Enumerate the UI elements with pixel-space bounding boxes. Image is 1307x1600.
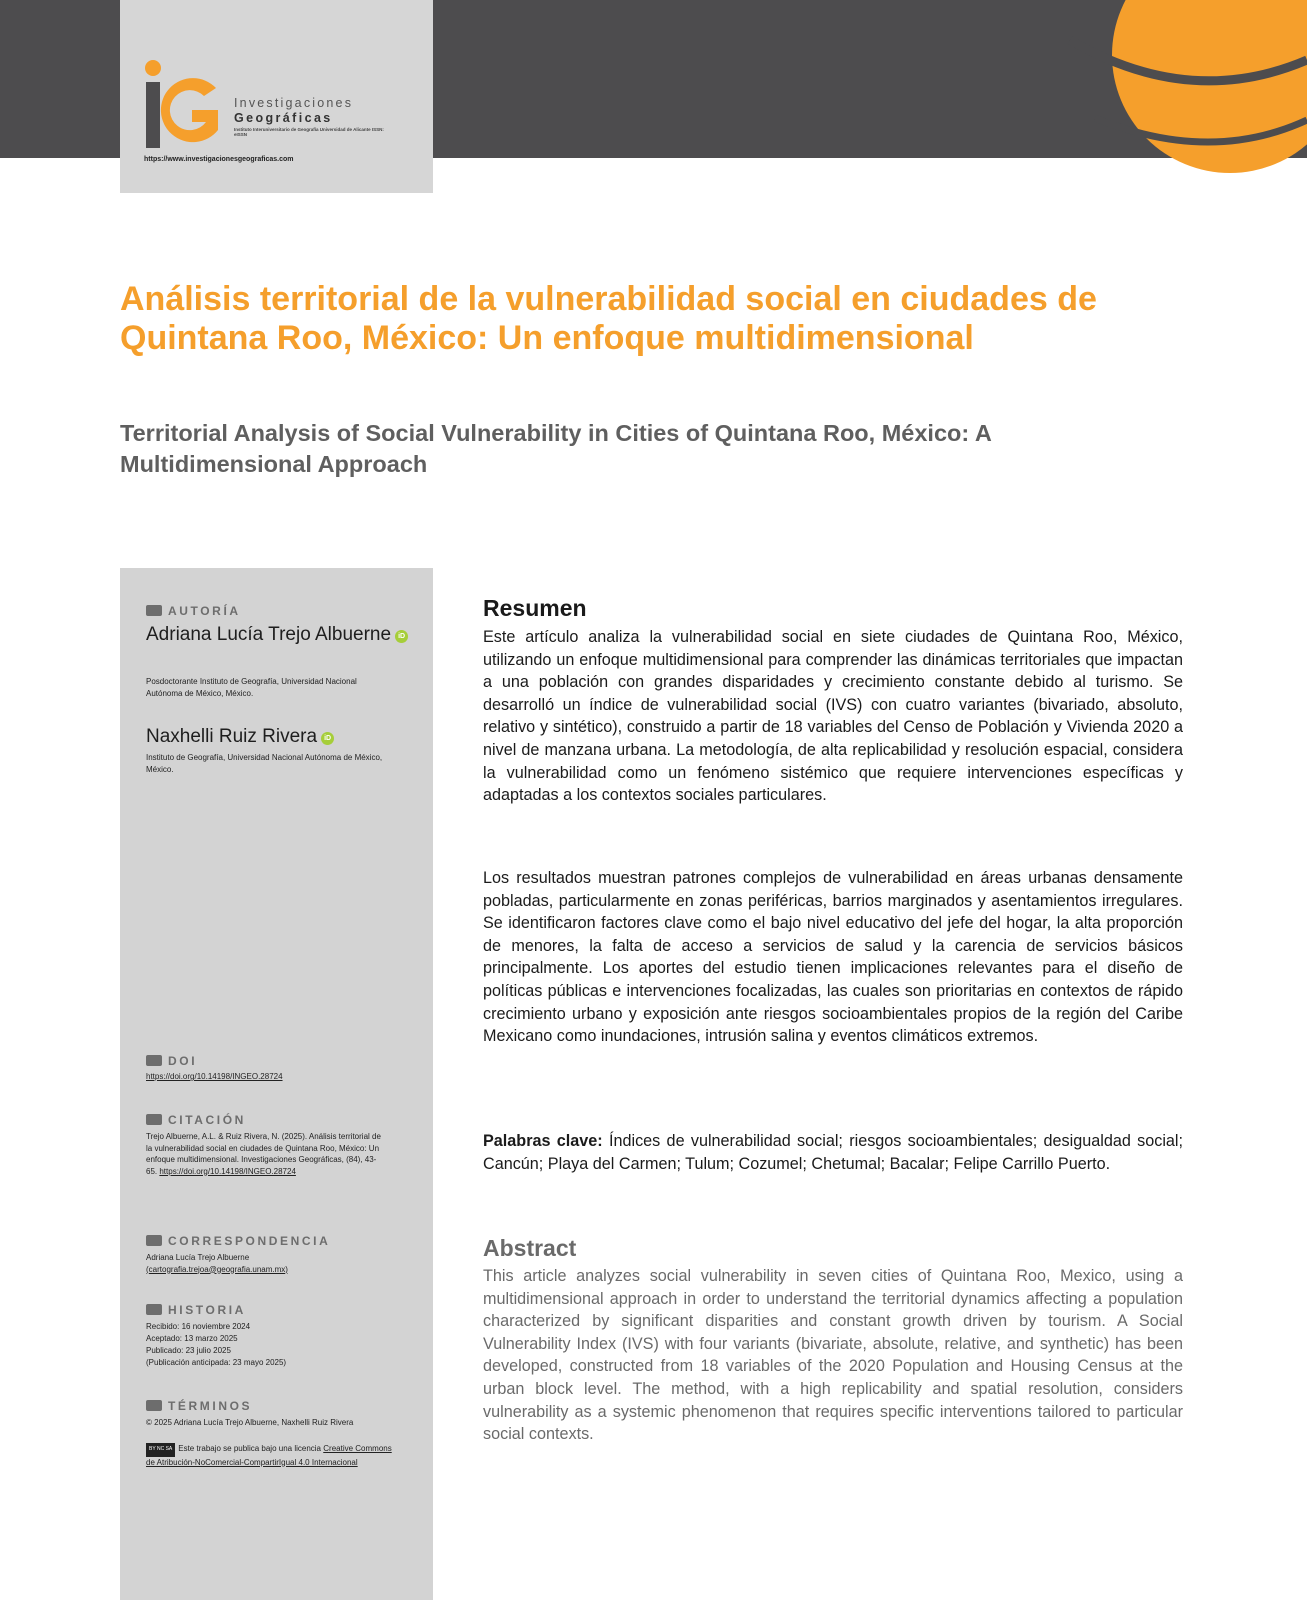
- terms-license: BY NC SA Este trabajo se publica bajo una licencia Creative Commons de Atribución-NoComercial-CompartirIgual 4.0 Internacional: [146, 1444, 392, 1467]
- title-spanish: Análisis territorial de la vulnerabilidad social en ciudades de Quintana Roo, México: Un enfoque multidimensional: [120, 280, 1097, 357]
- journal-logo-icon: [144, 58, 224, 154]
- calendar-icon: [146, 1304, 162, 1315]
- cc-license-icon: BY NC SA: [146, 1443, 175, 1457]
- resumen-heading: Resumen: [483, 595, 587, 621]
- decorative-orange-circle: [1040, 0, 1307, 175]
- correspondencia-heading: CORRESPONDENCIA: [146, 1234, 330, 1248]
- abstract-paragraph: This article analyzes social vulnerability in seven cities of Quintana Roo, Mexico, using a multidimensional approach in order to understand the territorial dynamics affecting a population characterized by significant disparities and constant growth driven by tourism. A Social Vulnerability Index (IVS) with four variants (bivariate, absolute, relative, and synthetic) has been developed, constructed from 18 variables of the 2020 Population and Housing Census at the urban block level. The method, with a high replicability and spatial resolution, considers vulnerability as a systemic phenomenon that requires specific interventions tailored to particular social contexts.: [483, 1267, 1183, 1444]
- correspondence-text: Adriana Lucía Trejo Albuerne (cartografia.trejoa@geografia.unam.mx): [146, 1253, 288, 1274]
- journal-url[interactable]: https://www.investigacionesgeograficas.com: [144, 156, 294, 163]
- people-icon: [146, 605, 162, 616]
- journal-logo-box: [120, 0, 433, 193]
- journal-name-line1: Investigaciones: [234, 96, 354, 110]
- historia-heading: HISTORIA: [146, 1303, 246, 1317]
- keywords-label: Palabras clave:: [483, 1132, 603, 1150]
- citacion-heading: CITACIÓN: [146, 1113, 246, 1127]
- doi-heading: DOI: [146, 1054, 197, 1068]
- abstract-heading: Abstract: [483, 1235, 577, 1261]
- doi-link[interactable]: https://doi.org/10.14198/INGEO.28724: [146, 1072, 283, 1081]
- terms-copyright: © 2025 Adriana Lucía Trejo Albuerne, Naxhelli Ruiz Rivera: [146, 1418, 354, 1427]
- journal-name-line2: Geográficas: [234, 111, 333, 125]
- history-received: Recibido: 16 noviembre 2024: [146, 1322, 251, 1331]
- resumen-paragraph-1: Este artículo analiza la vulnerabilidad social en siete ciudades de Quintana Roo, México, utilizando un enfoque multidimensional para comprender las dinámicas territoriales que impactan a una población con grandes disparidades y crecimiento constante debido al turismo. Se desarrolló un índice de vulnerabilidad social (IVS) con cuatro variantes (bivariado, absoluto, relativo y sintético), construido a partir de 18 variables del Censo de Población y Vivienda 2020 a nivel de manzana urbana. La metodología, de alta replicabilidad y resolución espacial, considera la vulnerabilidad como un fenómeno sistémico que requiere intervenciones específicas y adaptadas a los contextos sociales particulares.: [483, 628, 1183, 805]
- history-published: Publicado: 23 julio 2025: [146, 1346, 231, 1355]
- quote-icon: [146, 1114, 162, 1125]
- author-1-affiliation: Posdoctorante Instituto de Geografía, Universidad Nacional Autónoma de México, México.: [146, 677, 357, 698]
- title-english: Territorial Analysis of Social Vulnerability in Cities of Quintana Roo, México: A Multidimensional Approach: [120, 420, 991, 477]
- terms-icon: [146, 1400, 162, 1411]
- author-2-name[interactable]: Naxhelli Ruiz Rivera iD: [146, 724, 416, 749]
- citation-doi-link[interactable]: https://doi.org/10.14198/INGEO.28724: [159, 1166, 296, 1176]
- envelope-icon: [146, 1235, 162, 1246]
- history-accepted: Aceptado: 13 marzo 2025: [146, 1334, 238, 1343]
- orcid-icon[interactable]: iD: [395, 630, 408, 643]
- license-link[interactable]: Creative Commons de Atribución-NoComercial-CompartirIgual 4.0 Internacional: [146, 1444, 392, 1467]
- citation-text: Trejo Albuerne, A.L. & Ruiz Rivera, N. (2025). Análisis territorial de la vulnerabilidad social en ciudades de Quintana Roo, México: Un enfoque multidimensional. Investigaciones Geográficas, (84), 43-65. https://doi.org/10.14198/INGEO.28724: [146, 1132, 381, 1176]
- metadata-sidebar: [120, 568, 433, 1600]
- journal-institution: Instituto Interuniversitario de Geografía Universidad de Alicante ISSN: eISSN: [234, 127, 384, 138]
- autoria-heading: AUTORÍA: [146, 604, 241, 618]
- resumen-paragraph-2: Los resultados muestran patrones complejos de vulnerabilidad en áreas urbanas densamente pobladas, particularmente en zonas periféricas, barrios marginados y asentamientos irregulares. Se identificaron factores clave como el bajo nivel educativo del jefe del hogar, la alta proporción de menores, la falta de acceso a servicios de salud y la carencia de servicios básicos principalmente. Los aportes del estudio tienen implicaciones relevantes para el diseño de políticas públicas e intervenciones focalizadas, las cuales son prioritarias en contextos de rápido crecimiento urbano y exposición ante riesgos socioambientales propios de la región del Caribe Mexicano como inundaciones, intrusión salina y eventos climáticos extremos.: [483, 869, 1183, 1046]
- correspondence-email-link[interactable]: (cartografia.trejoa@geografia.unam.mx): [146, 1264, 288, 1274]
- keywords-list: Índices de vulnerabilidad social; riesgos socioambientales; desigualdad social; Cancún; Playa del Carmen; Tulum; Cozumel; Chetumal; Bacalar; Felipe Carrillo Puerto.: [483, 1132, 1184, 1173]
- orcid-icon[interactable]: iD: [321, 732, 334, 745]
- keywords: [483, 1130, 1183, 1175]
- history-advance: (Publicación anticipada: 23 mayo 2025): [146, 1358, 287, 1367]
- terminos-heading: TÉRMINOS: [146, 1399, 252, 1413]
- doi-icon: [146, 1055, 162, 1066]
- author-2-affiliation: Instituto de Geografía, Universidad Nacional Autónoma de México, México.: [146, 753, 383, 774]
- author-1-name[interactable]: Adriana Lucía Trejo Albuerne iD: [146, 622, 416, 647]
